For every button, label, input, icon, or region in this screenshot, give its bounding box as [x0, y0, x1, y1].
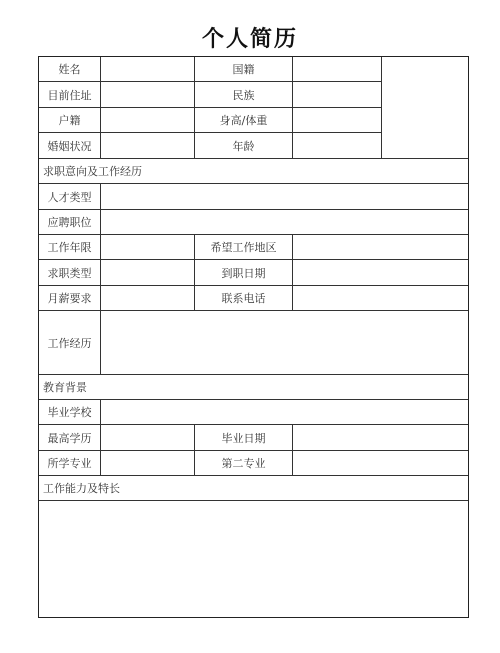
years-label: 工作年限	[39, 235, 101, 260]
skills-field[interactable]	[39, 501, 468, 617]
second-major-label: 第二专业	[195, 451, 293, 476]
nationality-label: 国籍	[195, 57, 293, 82]
name-label: 姓名	[39, 57, 101, 82]
years-field[interactable]	[101, 235, 195, 260]
ethnicity-label: 民族	[195, 82, 293, 108]
address-field[interactable]	[101, 82, 195, 108]
major-field[interactable]	[101, 451, 195, 476]
marital-field[interactable]	[101, 133, 195, 159]
salary-field[interactable]	[101, 286, 195, 311]
desired-area-label: 希望工作地区	[195, 235, 293, 260]
job-type-field[interactable]	[101, 260, 195, 286]
marital-label: 婚姻状况	[39, 133, 101, 159]
school-label: 毕业学校	[39, 400, 101, 425]
phone-field[interactable]	[293, 286, 468, 311]
second-major-field[interactable]	[293, 451, 468, 476]
experience-label: 工作经历	[39, 311, 101, 375]
page-title: 个人简历	[201, 26, 298, 52]
photo-box[interactable]	[382, 57, 468, 159]
age-field[interactable]	[293, 133, 382, 159]
job-type-label: 求职类型	[39, 260, 101, 286]
desired-area-field[interactable]	[293, 235, 468, 260]
position-label: 应聘职位	[39, 210, 101, 235]
phone-label: 联系电话	[195, 286, 293, 311]
major-label: 所学专业	[39, 451, 101, 476]
skills-section-header: 工作能力及特长	[39, 476, 468, 501]
height-weight-label: 身高/体重	[195, 108, 293, 133]
salary-label: 月薪要求	[39, 286, 101, 311]
hukou-label: 户籍	[39, 108, 101, 133]
address-label: 目前住址	[39, 82, 101, 108]
height-weight-field[interactable]	[293, 108, 382, 133]
name-field[interactable]	[101, 57, 195, 82]
resume-form	[38, 56, 469, 618]
ethnicity-field[interactable]	[293, 82, 382, 108]
hukou-field[interactable]	[101, 108, 195, 133]
nationality-field[interactable]	[293, 57, 382, 82]
position-field[interactable]	[101, 210, 468, 235]
experience-field[interactable]	[101, 311, 468, 375]
degree-label: 最高学历	[39, 425, 101, 451]
school-field[interactable]	[101, 400, 468, 425]
degree-field[interactable]	[101, 425, 195, 451]
talent-type-field[interactable]	[101, 184, 468, 210]
start-date-field[interactable]	[293, 260, 468, 286]
grad-date-label: 毕业日期	[195, 425, 293, 451]
grad-date-field[interactable]	[293, 425, 468, 451]
job-section-header: 求职意向及工作经历	[39, 159, 468, 184]
talent-type-label: 人才类型	[39, 184, 101, 210]
education-section-header: 教育背景	[39, 375, 468, 400]
age-label: 年龄	[195, 133, 293, 159]
start-date-label: 到职日期	[195, 260, 293, 286]
